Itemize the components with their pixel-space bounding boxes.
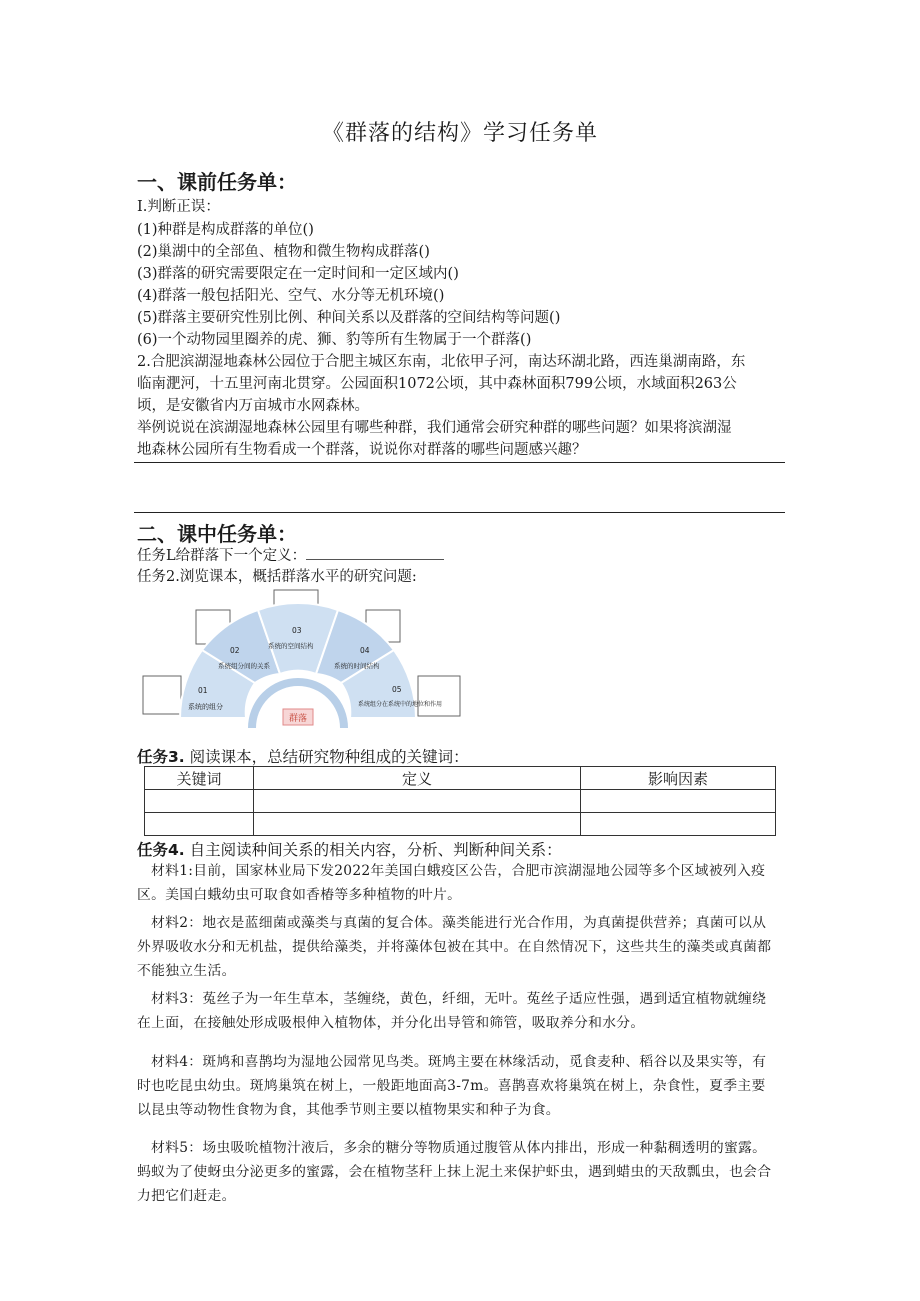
q1-label: I.判断正误：: [137, 199, 220, 215]
material-4: [137, 1050, 777, 1122]
answer-box-5: [418, 676, 460, 716]
page-title: 《群落的结构》学习任务单: [321, 121, 598, 146]
material-4-text: 材料4：斑鸠和喜鹊均为湿地公园常见鸟类。斑鸠主要在林缘活动，觅食麦种、稻谷以及果实等，有时也吃昆虫幼虫。斑鸠巢筑在树上，一般距地面高3-7m。喜鹊喜欢将巢筑在树上，杂食性，夏季主要以昆虫等动物性食物为食，其他季节则主要以植物果实和种子为食。: [137, 1054, 767, 1118]
task4-text: 自主阅读种间关系的相关内容，分析、判断种间关系：: [189, 841, 562, 859]
task2-text: 任务2.浏览课本，概括群落水平的研究问题:: [137, 569, 417, 585]
header-factors: 影响因素: [581, 767, 776, 790]
segment-02-num: 02: [230, 646, 240, 655]
segment-03-label: 系统的空间结构: [268, 642, 314, 650]
table-cell[interactable]: [145, 813, 254, 836]
material-2-text: 材料2：地衣是蓝细菌或藻类与真菌的复合体。藻类能进行光合作用，为真菌提供营养；真菌可以从外界吸收水分和无机盐，提供给藻类，并将藻体包被在其中。在自然情况下，这些共生的藻类或真菌都不能独立生活。: [137, 915, 772, 979]
material-2: [137, 911, 777, 983]
definition-blank[interactable]: [306, 545, 444, 560]
header-definition: 定义: [254, 767, 581, 790]
segment-05-label: 系统组分在系统中的地位和作用: [358, 701, 443, 708]
task4-heading: [137, 838, 562, 860]
q2-line-3: 顷，是安徽省内万亩城市水网森林。: [137, 398, 369, 414]
center-label: 群落: [289, 714, 308, 724]
table-cell[interactable]: [254, 790, 581, 813]
segment-01-num: 01: [198, 686, 208, 695]
judge-item-6: (6)一个动物园里圈养的虎、狮、豹等所有生物属于一个群落(): [137, 332, 532, 348]
task3-heading: [137, 745, 469, 767]
table-cell[interactable]: [581, 813, 776, 836]
segment-01-label: 系统的组分: [188, 703, 223, 711]
segment-04-num: 04: [360, 646, 370, 655]
keyword-table: [144, 766, 776, 836]
task3-text: 阅读课本，总结研究物种组成的关键词：: [189, 748, 469, 766]
q2-line-2: 临南淝河，十五里河南北贯穿。公园面积1072公顷，其中森林面积799公顷，水域面积263公: [137, 376, 737, 392]
table-row: [145, 813, 776, 836]
table-cell[interactable]: [581, 790, 776, 813]
material-5: [137, 1136, 777, 1208]
table-row: [145, 790, 776, 813]
judge-item-5: (5)群落主要研究性别比例、种间关系以及群落的空间结构等问题(): [137, 310, 561, 326]
material-1-text: 材料1:目前，国家林业局下发2022年美国白蛾疫区公告，合肥市滨湖湿地公园等多个区域被列入疫区。美国白蛾幼虫可取食如香椿等多种植物的叶片。: [137, 863, 766, 903]
section1-heading: 一、课前任务单：: [137, 170, 297, 194]
material-5-text: 材料5：场虫吸吮植物汁液后，多余的糖分等物质通过腹管从体内排出，形成一种黏稠透明的蜜露。蚂蚁为了使蚜虫分泌更多的蜜露，会在植物茎秆上抹上泥土来保护虾虫，遇到蜡虫的天敌瓢虫，也会合力把它们赶走。: [137, 1140, 772, 1204]
q2-line-5: 地森林公园所有生物看成一个群落，说说你对群落的哪些问题感兴趣？: [137, 442, 587, 458]
q2-line-4: 举例说说在滨湖湿地森林公园里有哪些种群，我们通常会研究种群的哪些问题？如果将滨湖湿: [137, 420, 732, 436]
segment-02-label: 系统组分间的关系: [218, 662, 270, 670]
judge-item-1: (1)种群是构成群落的单位(): [137, 222, 314, 238]
task3-prefix: 任务3.: [137, 748, 185, 766]
judge-item-4: (4)群落一般包括阳光、空气、水分等无机环境(): [137, 288, 445, 304]
table-cell[interactable]: [145, 790, 254, 813]
task1: [137, 545, 444, 567]
section2-heading: 二、课中任务单：: [137, 522, 297, 546]
table-header-row: [145, 767, 776, 790]
segment-03-num: 03: [292, 626, 302, 635]
table-cell[interactable]: [254, 813, 581, 836]
task1-text: 任务L给群落下一个定义：: [137, 548, 307, 564]
material-1: [137, 859, 777, 907]
task4-prefix: 任务4.: [137, 841, 185, 859]
answer-line: [134, 462, 785, 463]
answer-box-1: [143, 676, 181, 714]
header-keyword: 关键词: [145, 767, 254, 790]
judge-item-3: (3)群落的研究需要限定在一定时间和一定区域内(): [137, 266, 459, 282]
segment-05-num: 05: [392, 685, 402, 694]
judge-item-2: (2)巢湖中的全部鱼、植物和微生物构成群落(): [137, 244, 430, 260]
material-3: [137, 987, 777, 1035]
section-divider: [134, 512, 785, 513]
q2-line-1: 2.合肥滨湖湿地森林公园位于合肥主城区东南，北依甲子河，南达环湖北路，西连巢湖南路，东: [137, 354, 746, 370]
material-3-text: 材料3：菟丝子为一年生草本，茎缠绕，黄色，纤细，无叶。菟丝子适应性强，遇到适宜植物就缠绕在上面，在接触处形成吸根伸入植物体，并分化出导管和筛管，吸取养分和水分。: [137, 991, 767, 1031]
community-diagram: [140, 588, 470, 738]
segment-04-label: 系统的时间结构: [334, 662, 380, 670]
